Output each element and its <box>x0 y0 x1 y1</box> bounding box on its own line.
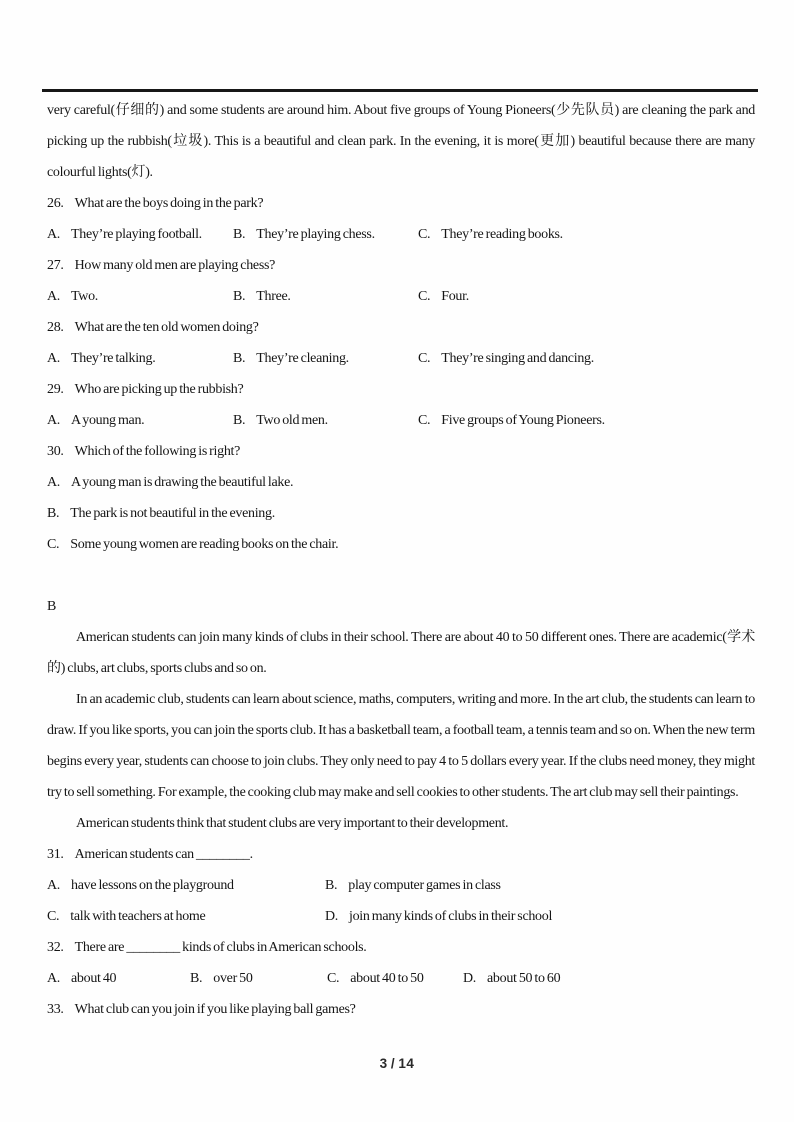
question-number: 30. <box>47 444 64 459</box>
option-text: about 40 to 50 <box>350 971 424 986</box>
passage-b-paragraph-2: In an academic club, students can learn about science, maths, computers, writing and more. In the art club, the students can learn to draw. If you like sports, you can join the sports club. It has a basketball team, a football team, a tennis team and so on. When the new term begins every year, students can choose to join clubs. They only need to pay 4 to 5 dollars every year. If the clubs need money, they might try to sell something. For example, the cooking club may make and sell cookies to other students. The art club may sell their paintings. <box>47 692 755 800</box>
option-label: C. <box>327 971 340 986</box>
option-b <box>233 405 418 436</box>
option-label: A. <box>47 475 61 490</box>
option-text: A young man. <box>71 413 145 428</box>
option-label: D. <box>463 971 477 986</box>
option-label: A. <box>47 413 61 428</box>
option-label: B. <box>233 227 246 242</box>
question-33 <box>47 994 755 1025</box>
option-text: Two. <box>71 289 99 304</box>
question-32-options <box>47 963 755 994</box>
question-29 <box>47 374 755 405</box>
option-label: B. <box>190 971 203 986</box>
option-label: A. <box>47 971 61 986</box>
question-text: Who are picking up the rubbish? <box>74 382 244 397</box>
question-number: 27. <box>47 258 64 273</box>
question-32 <box>47 932 755 963</box>
question-30 <box>47 436 755 467</box>
question-31 <box>47 839 755 870</box>
option-text: The park is not beautiful in the evening. <box>70 506 275 521</box>
option-c <box>418 219 755 250</box>
option-b <box>233 343 418 374</box>
option-label: B. <box>47 506 60 521</box>
option-a <box>47 405 233 436</box>
option-label: C. <box>47 909 60 924</box>
option-a <box>47 963 190 994</box>
option-label: C. <box>418 351 431 366</box>
option-label: C. <box>418 413 431 428</box>
option-label: A. <box>47 351 61 366</box>
option-text: talk with teachers at home <box>70 909 206 924</box>
question-number: 32. <box>47 940 64 955</box>
option-c <box>418 281 755 312</box>
option-label: B. <box>233 413 246 428</box>
option-label: D. <box>325 909 339 924</box>
header-rule <box>42 89 758 92</box>
option-text: Five groups of Young Pioneers. <box>441 413 605 428</box>
option-b <box>233 219 418 250</box>
question-29-options <box>47 405 755 436</box>
question-28 <box>47 312 755 343</box>
page-content <box>47 95 755 1025</box>
option-label: C. <box>418 289 431 304</box>
option-c <box>418 343 755 374</box>
option-text: They’re playing chess. <box>256 227 375 242</box>
question-26 <box>47 188 755 219</box>
question-text: There are ________ kinds of clubs in American schools. <box>74 940 367 955</box>
question-26-options <box>47 219 755 250</box>
option-a <box>47 281 233 312</box>
question-text: What are the boys doing in the park? <box>74 196 264 211</box>
question-31-options-row-2 <box>47 901 755 932</box>
option-label: B. <box>233 351 246 366</box>
question-number: 26. <box>47 196 64 211</box>
option-text: Four. <box>441 289 469 304</box>
question-text: What club can you join if you like playing ball games? <box>74 1002 356 1017</box>
option-text: They’re singing and dancing. <box>441 351 594 366</box>
question-28-options <box>47 343 755 374</box>
option-text: They’re reading books. <box>441 227 563 242</box>
option-label: A. <box>47 878 61 893</box>
option-label: B. <box>325 878 338 893</box>
spacer <box>47 560 755 591</box>
question-text: How many old men are playing chess? <box>74 258 276 273</box>
question-27-options <box>47 281 755 312</box>
option-label: A. <box>47 227 61 242</box>
question-text: Which of the following is right? <box>74 444 241 459</box>
option-label: C. <box>47 537 60 552</box>
section-b-label: B <box>47 599 57 614</box>
question-text: What are the ten old women doing? <box>74 320 259 335</box>
passage-b-paragraph-1: American students can join many kinds of clubs in their school. There are about 40 to 50 different ones. There are academic(学术的) clubs, art clubs, sports clubs and so on. <box>47 630 755 676</box>
passage-a-tail: very careful(仔细的) and some students are around him. About five groups of Young Pioneers(少先队员) are cleaning the park and picking up the rubbish(垃圾). This is a beautiful and clean park. In the evening, it is more(更加) beautiful because there are many colourful lights(灯). <box>47 103 755 180</box>
option-c <box>47 901 325 932</box>
option-a <box>47 219 233 250</box>
question-text: American students can ________. <box>74 847 253 862</box>
option-d <box>325 901 755 932</box>
question-number: 28. <box>47 320 64 335</box>
option-c <box>47 529 755 560</box>
option-text: They’re playing football. <box>71 227 202 242</box>
option-text: play computer games in class <box>348 878 501 893</box>
question-31-options-row-1 <box>47 870 755 901</box>
option-b <box>325 870 755 901</box>
question-number: 29. <box>47 382 64 397</box>
question-number: 33. <box>47 1002 64 1017</box>
option-text: about 50 to 60 <box>487 971 561 986</box>
option-text: They’re talking. <box>71 351 156 366</box>
option-a <box>47 343 233 374</box>
page-number: 3 / 14 <box>379 1056 415 1071</box>
option-c <box>418 405 755 436</box>
option-text: Two old men. <box>256 413 328 428</box>
option-text: Three. <box>256 289 291 304</box>
option-text: about 40 <box>71 971 117 986</box>
question-27 <box>47 250 755 281</box>
option-b <box>190 963 327 994</box>
option-b <box>233 281 418 312</box>
option-c <box>327 963 463 994</box>
option-label: C. <box>418 227 431 242</box>
option-text: Some young women are reading books on the chair. <box>70 537 339 552</box>
option-text: over 50 <box>213 971 253 986</box>
option-label: B. <box>233 289 246 304</box>
option-text: join many kinds of clubs in their school <box>349 909 553 924</box>
option-text: have lessons on the playground <box>71 878 234 893</box>
option-text: A young man is drawing the beautiful lake. <box>71 475 294 490</box>
option-a <box>47 467 755 498</box>
question-number: 31. <box>47 847 64 862</box>
option-a <box>47 870 325 901</box>
option-b <box>47 498 755 529</box>
passage-b-paragraph-3: American students think that student clubs are very important to their development. <box>76 816 509 831</box>
option-d <box>463 963 755 994</box>
option-label: A. <box>47 289 61 304</box>
option-text: They’re cleaning. <box>256 351 349 366</box>
